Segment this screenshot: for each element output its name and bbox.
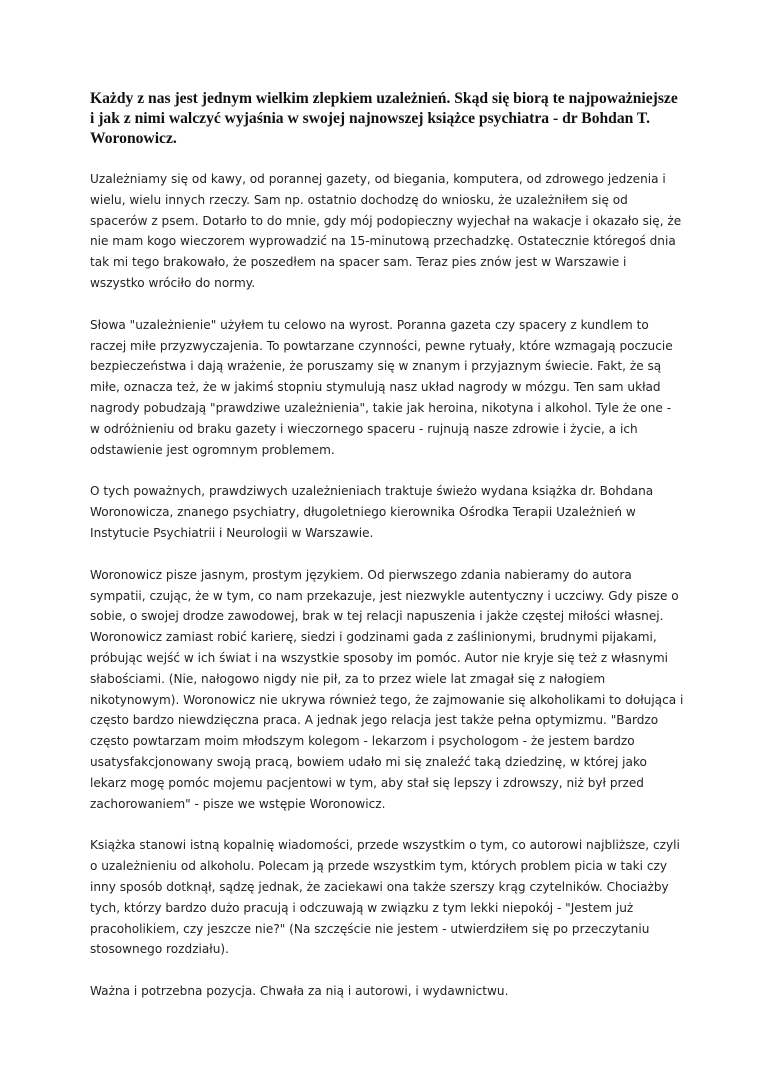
article-title: Każdy z nas jest jednym wielkim zlepkiem uzależnień. Skąd się biorą te najpoważniejsze i jak z nimi walczyć wyjaśnia w swojej najnowszej książce psychiatra - dr Bohdan T. Woronowicz. (90, 90, 678, 147)
article-paragraph-3: O tych poważnych, prawdziwych uzależnieniach traktuje świeżo wydana książka dr. Bohdana Woronowicza, znanego psychiatry, długoletniego kierownika Ośrodka Terapii Uzależnień w Instytucie Psychiatrii i Neurologii w Warszawie. (90, 484, 654, 540)
article-paragraph-4: Woronowicz pisze jasnym, prostym językiem. Od pierwszego zdania nabieramy do autora sympatii, czując, że w tym, co nam przekazuje, jest niezwykle autentyczny i uczciwy. Gdy pisze o sobie, o swojej drodze zawodowej, brak w tej relacji napuszenia i jakże częstej miłości własnej. Woronowicz zamiast robić karierę, siedzi i godzinami gada z zaślinionymi, brudnymi pijakami, próbując wejść w ich świat i na wszystkie sposoby im pomóc. Autor nie kryje się też z własnymi słabościami. (Nie, nałogowo nigdy nie pił, za to przez wiele lat zmagał się z nałogiem nikotynowym). Woronowicz nie ukrywa również tego, że zajmowanie się alkoholikami to dołująca i często bardzo niewdzięczna praca. A jednak jego relacja jest także pełna optymizmu. "Bardzo często powtarzam moim młodszym kolegom - lekarzom i psychologom - że jestem bardzo usatysfakcjonowany swoją pracą, bowiem udało mi się znaleźć taką dziedzinę, w której jako lekarz mogę pomóc mojemu pacjentowi w tym, aby stał się lepszy i zdrowszy, niż był przed zachorowaniem" - pisze we wstępie Woronowicz. (90, 567, 684, 811)
article-paragraph-6: Ważna i potrzebna pozycja. Chwała za nią i autorowi, i wydawnictwu. (90, 984, 509, 999)
article-paragraph-1: Uzależniamy się od kawy, od porannej gazety, od biegania, komputera, od zdrowego jedzenia i wielu, wielu innych rzeczy. Sam np. ostatnio dochodzę do wniosku, że uzależniłem się od spacerów z psem. Dotarło to do mnie, gdy mój podopieczny wyjechał na wakacje i okazało się, że nie mam kogo wieczorem wyprowadzić na 15-minutową przechadzkę. Ostatecznie któregoś dnia tak mi tego brakowało, że poszedłem na spacer sam. Teraz pies znów jest w Warszawie i wszystko wróciło do normy. (90, 172, 682, 290)
article-paragraph-5: Książka stanowi istną kopalnię wiadomości, przede wszystkim o tym, co autorowi najbliższe, czyli o uzależnieniu od alkoholu. Polecam ją przede wszystkim tym, których problem picia w taki czy inny sposób dotknął, sądzę jednak, że zaciekawi ona także szerszy krąg czytelników. Chociażby tych, którzy bardzo dużo pracują i odczuwają w związku z tym lekki niepokój - "Jestem już pracoholikiem, czy jeszcze nie?" (Na szczęście nie jestem - utwierdziłem się po przeczytaniu stosownego rozdziału). (90, 838, 680, 957)
document-page (90, 89, 684, 1023)
article-paragraph-2: Słowa "uzależnienie" użyłem tu celowo na wyrost. Poranna gazeta czy spacery z kundlem to raczej miłe przyzwyczajenia. To powtarzane czynności, pewne rytuały, które wzmagają poczucie bezpieczeństwa i dają wrażenie, że poruszamy się w znanym i przyjaznym świecie. Fakt, że są miłe, oznacza też, że w jakimś stopniu stymulują nasz układ nagrody w mózgu. Ten sam układ nagrody pobudzają "prawdziwe uzależnienia", takie jak heroina, nikotyna i alkohol. Tyle że one - w odróżnieniu od braku gazety i wieczornego spaceru - rujnują nasze zdrowie i życie, a ich odstawienie jest ogromnym problemem. (90, 317, 673, 457)
